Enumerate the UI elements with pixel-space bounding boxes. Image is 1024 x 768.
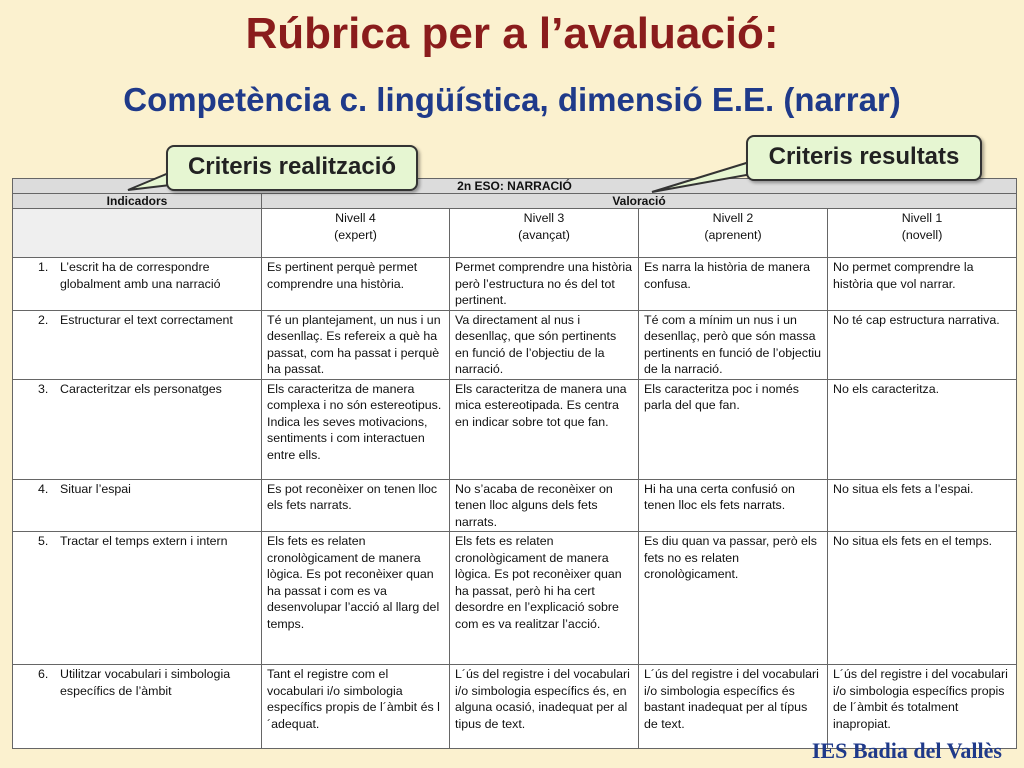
level-cell: No té cap estructura narrativa. xyxy=(828,310,1017,379)
callout-criteris-realitzacio: Criteris realització xyxy=(166,145,418,191)
level-cell: Els fets es relaten cronològicament de manera lògica. Es pot reconèixer quan ha passat i com es va desenvolupar l’acció al llarg del temps. xyxy=(262,532,450,665)
indicator-text: Caracteritzar els personatges xyxy=(60,381,222,396)
level-cell: No permet comprendre la història que vol narrar. xyxy=(828,258,1017,311)
indicator-text: Tractar el temps extern i intern xyxy=(60,534,228,548)
level-name: Nivell 1 xyxy=(901,211,943,225)
indicator-text: Utilitzar vocabulari i simbologia específics de l’àmbit xyxy=(60,667,231,698)
level-cell: L´ús del registre i del vocabulari i/o simbologia específics propis de l´àmbit és totalment inapropiat. xyxy=(828,665,1017,749)
indicator-number: 1. xyxy=(38,260,49,274)
callout-criteris-resultats: Criteris resultats xyxy=(746,135,982,181)
school-footer: IES Badia del Vallès xyxy=(811,738,1002,763)
level-cell: Té un plantejament, un nus i un desenllaç. Es refereix a què ha passat, com ha passat i perquè ha passat. xyxy=(262,310,450,379)
level-cell: No s’acaba de reconèixer on tenen lloc alguns dels fets narrats. xyxy=(450,479,639,532)
level-cell: Els caracteritza de manera una mica estereotipada. Es centra en indicar sobre tot que fan. xyxy=(450,379,639,479)
level-cell: Es narra la història de manera confusa. xyxy=(639,258,828,311)
slide-title: Rúbrica per a l’avaluació: xyxy=(245,9,779,58)
indicators-header: Indicadors xyxy=(13,194,262,209)
indicator-text: L’escrit ha de correspondre globalment amb una narració xyxy=(60,260,221,291)
level-cell: Es pertinent perquè permet comprendre una història. xyxy=(262,258,450,311)
level-cell: No els caracteritza. xyxy=(828,379,1017,479)
indicator-number: 2. xyxy=(38,312,49,327)
level-cell: Tant el registre com el vocabulari i/o simbologia específics propis de l´àmbit és l´adequat. xyxy=(262,665,450,749)
level-name: Nivell 4 xyxy=(335,211,376,225)
level-cell: Té com a mínim un nus i un desenllaç, però que són massa pertinents en funció de l’objectiu de la narració. xyxy=(639,310,828,379)
level-cell: Es diu quan va passar, però els fets no es relaten cronològicament. xyxy=(639,532,828,665)
indicator-number: 6. xyxy=(38,667,49,681)
level-label: (aprenent) xyxy=(704,227,762,242)
level-cell: Els fets es relaten cronològicament de manera lògica. Es pot reconèixer quan ha passat, però hi ha cert desordre en l’explicació sobre com es va realitzar l’acció. xyxy=(450,532,639,665)
valuation-header: Valoració xyxy=(262,194,1017,209)
slide-subtitle: Competència c. lingüística, dimensió E.E. (narrar) xyxy=(123,81,901,118)
indicator-number: 4. xyxy=(38,481,49,496)
indicator-number: 3. xyxy=(38,381,49,396)
level-cell: Permet comprendre una història però l’estructura no és del tot pertinent. xyxy=(450,258,639,311)
level-cell: Va directament al nus i desenllaç, que són pertinents en funció de l’objectiu de la narració. xyxy=(450,310,639,379)
level-cell: No situa els fets en el temps. xyxy=(828,532,1017,665)
level-label: (avançat) xyxy=(518,227,570,242)
level-cell: L´ús del registre i del vocabulari i/o simbologia específics és bastant inadequat per al típus de text. xyxy=(639,665,828,749)
level-cell: Hi ha una certa confusió on tenen lloc els fets narrats. xyxy=(639,479,828,532)
indicator-text: Estructurar el text correctament xyxy=(60,312,233,327)
level-cell: Els caracteritza de manera complexa i no són estereotipus. Indica les seves motivacions, sentiments i com interactuen entre ells. xyxy=(262,379,450,479)
indicator-number: 5. xyxy=(38,534,49,548)
level-label: (novell) xyxy=(901,227,943,242)
level-cell: Els caracteritza poc i només parla del que fan. xyxy=(639,379,828,479)
level-name: Nivell 2 xyxy=(712,211,754,225)
level-name: Nivell 3 xyxy=(523,211,565,225)
level-cell: L´ús del registre i del vocabulari i/o simbologia específics és, en alguna ocasió, inadequat per al tipus de text. xyxy=(450,665,639,749)
level-label: (expert) xyxy=(334,227,377,242)
level-cell: No situa els fets a l’espai. xyxy=(828,479,1017,532)
level-cell: Es pot reconèixer on tenen lloc els fets narrats. xyxy=(262,479,450,532)
indicator-text: Situar l’espai xyxy=(60,481,131,496)
table-caption: 2n ESO: NARRACIÓ xyxy=(13,179,1017,194)
